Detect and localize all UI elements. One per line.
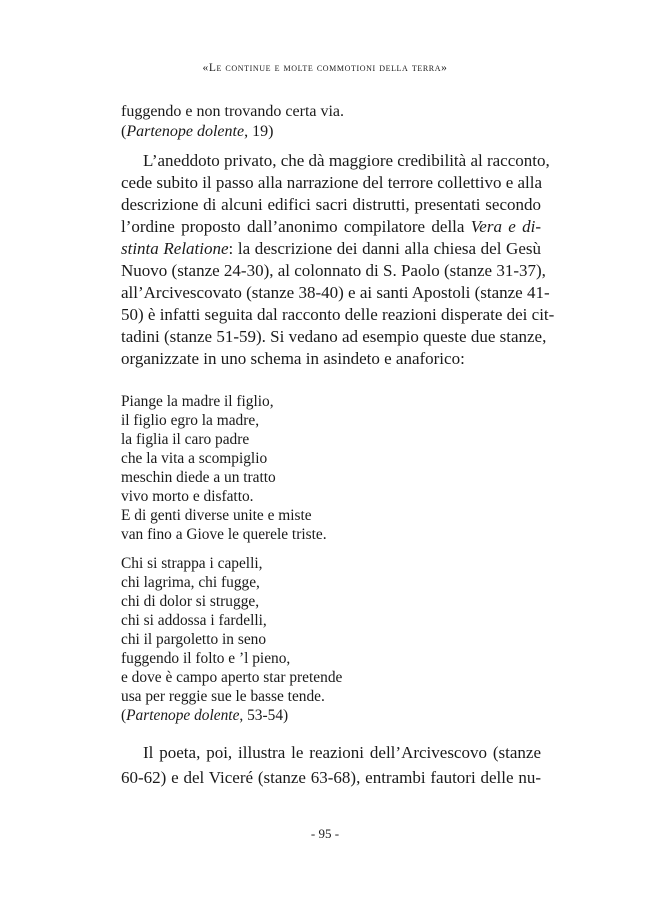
citation-ref: , 53-54) — [239, 707, 289, 724]
text-line: Nuovo (stanze 24-30), al colonnato di S. Paolo (stanze 31-37), — [121, 261, 546, 280]
verse-line: vivo morto e disfatto. — [121, 488, 254, 505]
verse-line: Piange la madre il figlio, — [121, 393, 274, 410]
verse-line: fuggendo il folto e ’l pieno, — [121, 650, 291, 667]
verse-line: Chi si strappa i capelli, — [121, 555, 263, 572]
text-line: descrizione di alcuni edifici sacri distrutti, presentati secondo — [121, 195, 541, 214]
paragraph-1 — [121, 150, 555, 370]
page-number: - 95 - — [310, 826, 340, 841]
quote-stanza-1 — [121, 392, 541, 544]
quote-stanza-2 — [121, 554, 541, 725]
verse-line: fuggendo e non trovando certa via. — [121, 103, 345, 120]
verse-line: chi si addossa i fardelli, — [121, 612, 267, 629]
verse-line: meschin diede a un tratto — [121, 469, 276, 486]
text-line — [121, 238, 541, 260]
text-fragment: : la descrizione dei danni alla chiesa del Gesù — [228, 239, 541, 258]
italic-title: Vera e di- — [470, 217, 542, 236]
text-line — [121, 216, 541, 238]
verse-line: chi il pargoletto in seno — [121, 631, 267, 648]
quote-top — [121, 102, 541, 142]
citation-title: Partenope dolente — [126, 123, 245, 140]
text-line: all’Arcivescovato (stanze 38-40) e ai santi Apostoli (stanze 41- — [121, 283, 550, 302]
citation-title: Partenope dolente — [126, 707, 240, 724]
verse-line: chi lagrima, chi fugge, — [121, 574, 260, 591]
citation-ref: , 19) — [244, 123, 274, 140]
italic-title: stinta Relatione — [121, 239, 229, 258]
verse-line: e dove è campo aperto star pretende — [121, 669, 343, 686]
citation-open: ( — [121, 707, 127, 724]
citation: (Partenope dolente, 19) — [121, 123, 274, 140]
text-line: organizzate in uno schema in asindeto e anaforico: — [121, 349, 465, 368]
text-line: cede subito il passo alla narrazione del terrore collettivo e alla — [121, 173, 543, 192]
citation — [121, 706, 541, 725]
text-line: L’aneddoto privato, che dà maggiore credibilità al racconto, — [143, 151, 550, 170]
verse-line: la figlia il caro padre — [121, 431, 250, 448]
verse-line: usa per reggie sue le basse tende. — [121, 688, 325, 705]
text-line: 50) è infatti seguita dal racconto delle reazioni disperate dei cit- — [121, 305, 555, 324]
text-line: tadini (stanze 51-59). Si vedano ad esempio queste due stanze, — [121, 327, 547, 346]
paragraph-2 — [121, 740, 541, 790]
text-line: 60-62) e del Viceré (stanze 63-68), entrambi fautori delle nu- — [121, 768, 541, 787]
verse-line: E di genti diverse unite e miste — [121, 507, 312, 524]
verse-line: van fino a Giove le querele triste. — [121, 526, 327, 543]
verse-line: il figlio egro la madre, — [121, 412, 260, 429]
text-fragment: l’ordine proposto dall’anonimo compilatore della — [121, 217, 471, 236]
running-head: «Le continue e molte commotioni della terra» — [202, 62, 448, 74]
verse-line: chi di dolor si strugge, — [121, 593, 260, 610]
text-line: Il poeta, poi, illustra le reazioni dell’Arcivescovo (stanze — [143, 743, 541, 762]
verse-line: che la vita a scompiglio — [121, 450, 268, 467]
